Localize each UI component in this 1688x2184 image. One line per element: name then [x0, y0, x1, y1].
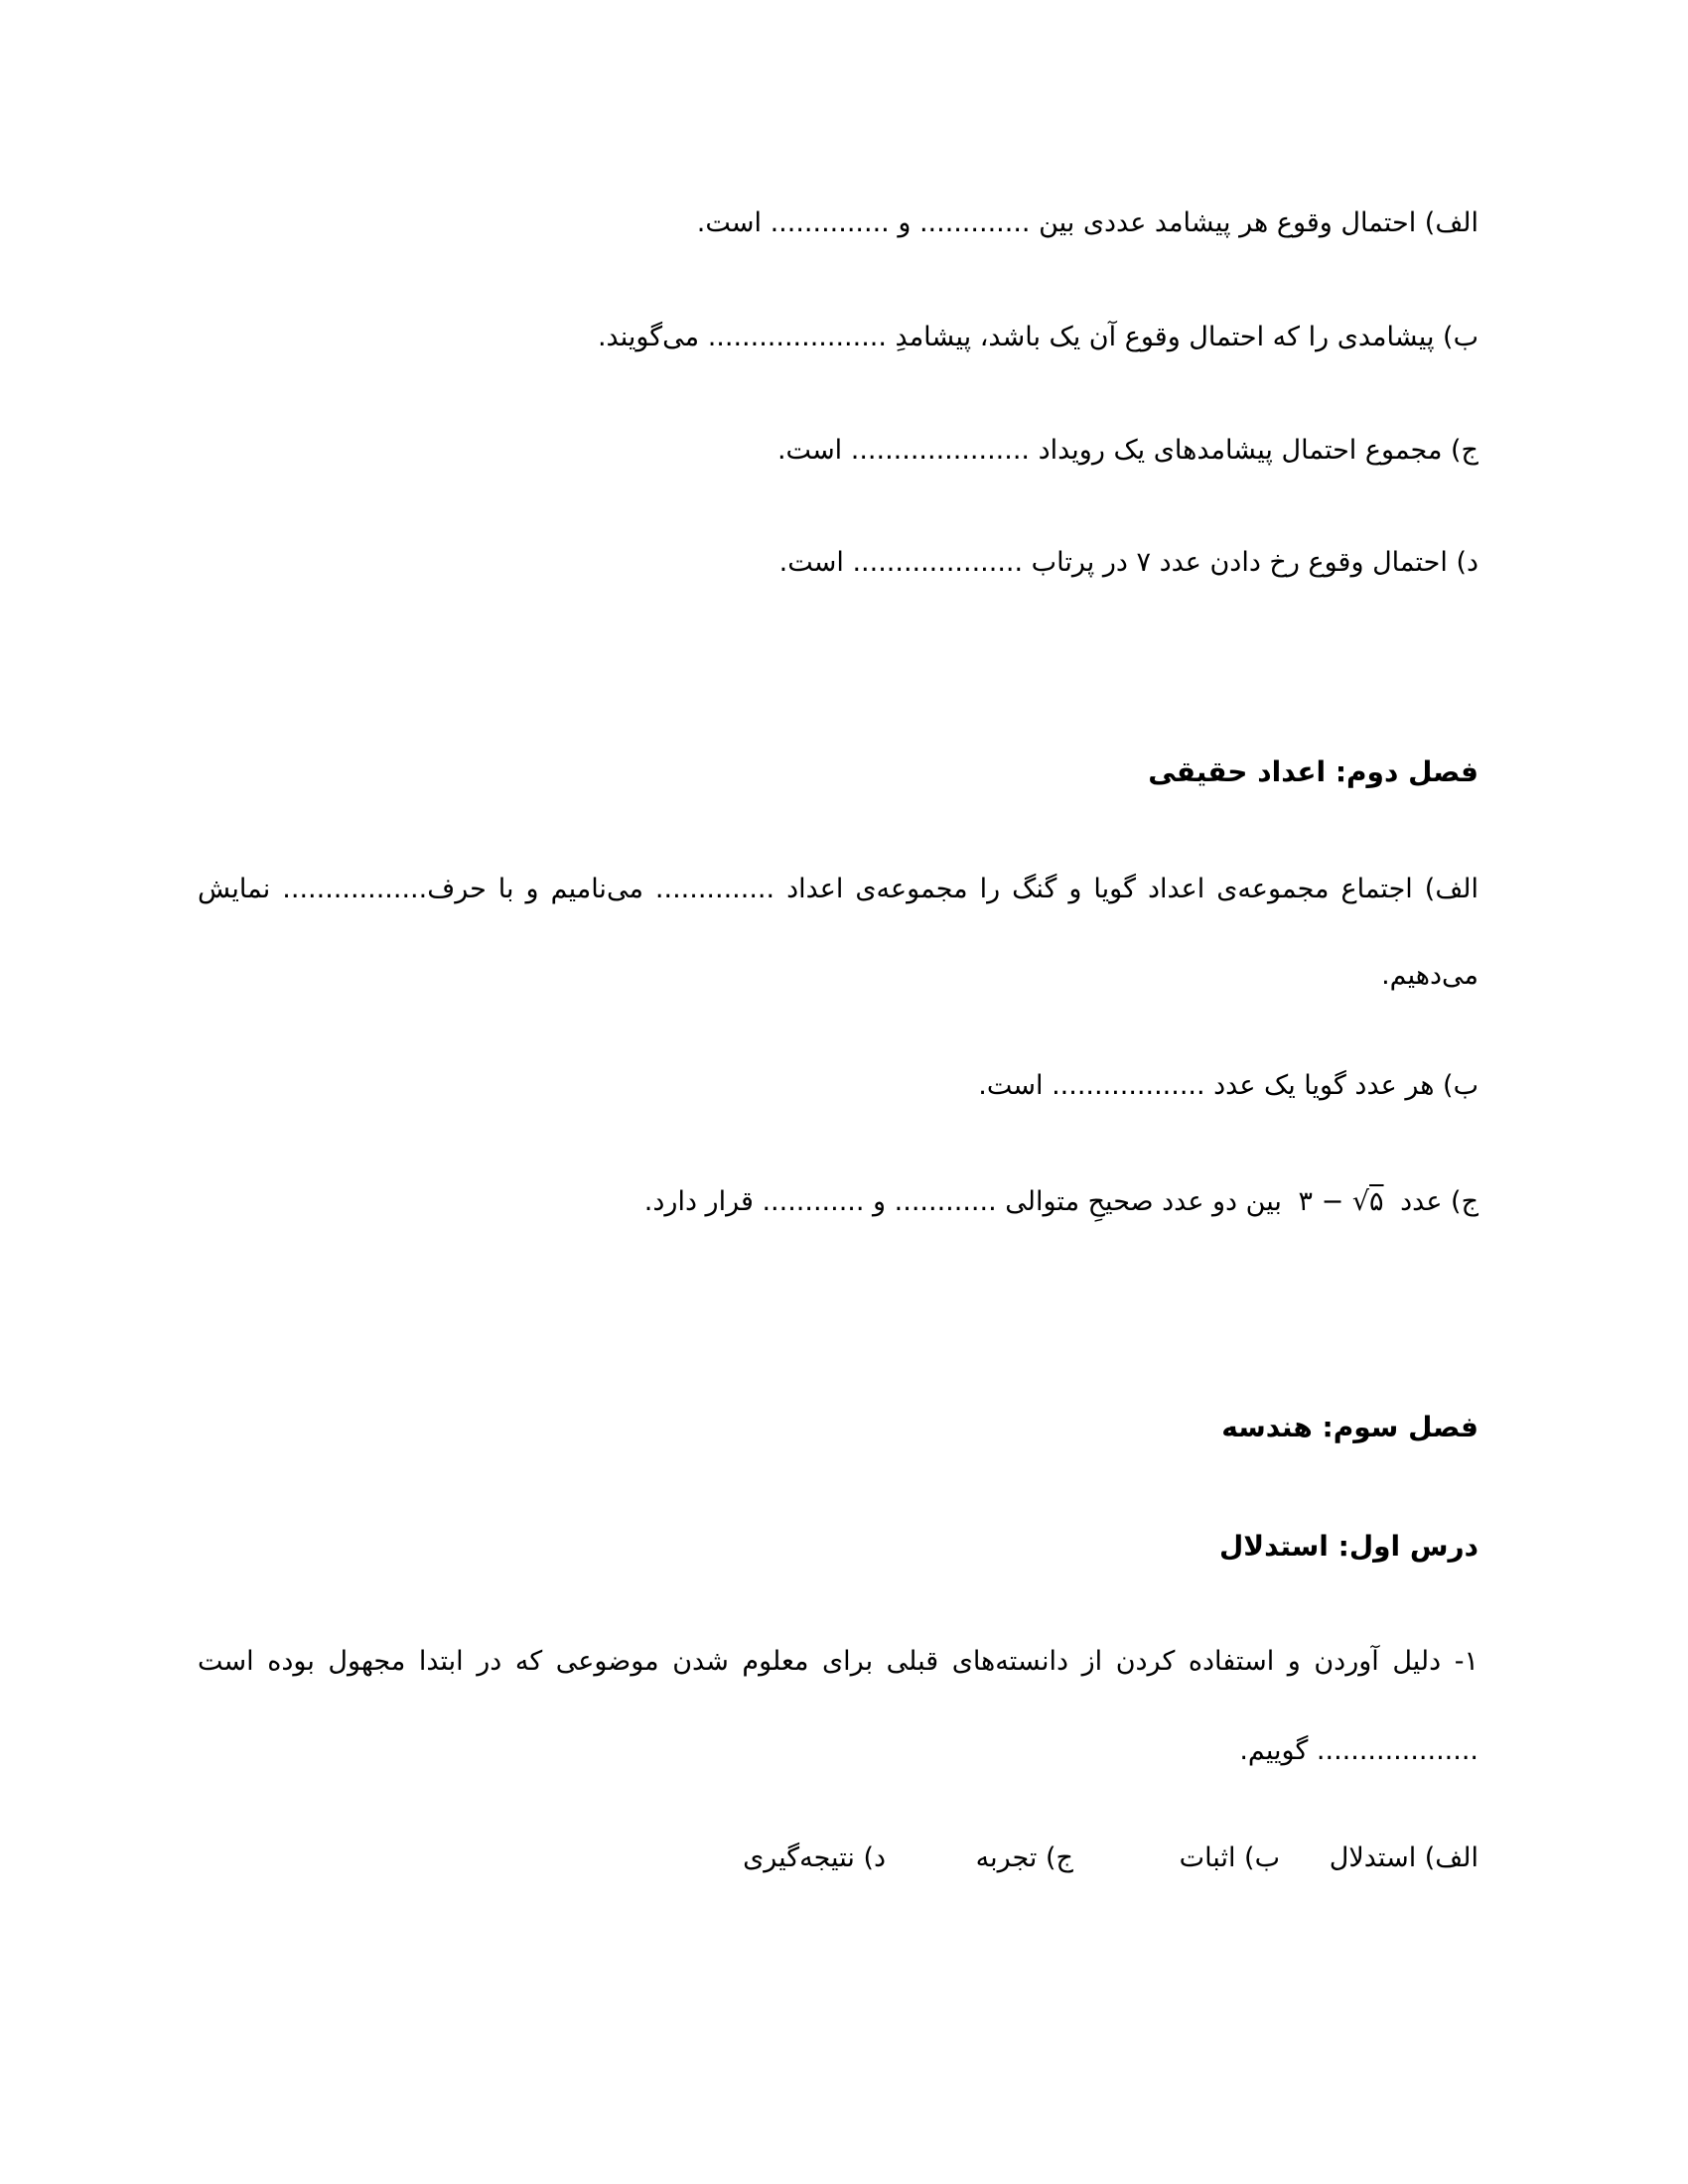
minus-sign: −: [1321, 1186, 1344, 1217]
item-c-prefix: ج) عدد: [1400, 1186, 1478, 1217]
option-b: ب) اثبات: [1179, 1843, 1280, 1873]
probability-item-a: الف) احتمال وقوع هر پیشامد عددی بین ............. و .............. است.: [696, 207, 1478, 238]
option-c: ج) تجربه: [975, 1843, 1073, 1873]
real-numbers-item-c: [644, 1180, 1478, 1224]
minuend: ۳: [1298, 1186, 1313, 1217]
lesson-title: درس اول: استدلال: [1219, 1530, 1478, 1563]
probability-item-d: د) احتمال وقوع رخ دادن عدد ۷ در پرتاب .................... است.: [778, 547, 1478, 578]
real-numbers-item-a-line2: می‌دهیم.: [1381, 960, 1478, 991]
radicand: ۵: [1369, 1186, 1384, 1217]
real-numbers-item-b: ب) هر عدد گویا یک عدد .................. است.: [978, 1070, 1478, 1101]
real-numbers-item-a-line1: الف) اجتماع مجموعه‌ی اعداد گویا و گنگ را مجموعه‌ی اعداد .............. می‌نامیم و با حرف................. نمایش: [198, 874, 1478, 904]
section2-title: فصل دوم: اعداد حقیقی: [1148, 755, 1478, 788]
question1-line1: ۱- دلیل آوردن و استفاده کردن از دانسته‌های قبلی برای معلوم شدن موضوعی که در ابتدا مجهول بوده است: [198, 1646, 1478, 1677]
option-d: د) نتیجه‌گیری: [743, 1843, 886, 1873]
probability-item-b: ب) پیشامدی را که احتمال وقوع آن یک باشد، پیشامدِ ..................... می‌گویند.: [597, 322, 1478, 352]
item-c-suffix: بین دو عدد صحیحِ متوالی ............ و ............ قرار دارد.: [643, 1186, 1282, 1217]
question1-line2: ................... گوییم.: [1239, 1735, 1478, 1766]
radical-sign: √: [1351, 1186, 1370, 1217]
option-a: الف) استدلال: [1329, 1843, 1478, 1873]
probability-item-c: ج) مجموع احتمال پیشامدهای یک رویداد ..................... است.: [776, 435, 1478, 466]
sqrt-expression: [1298, 1180, 1383, 1224]
section3-title: فصل سوم: هندسه: [1221, 1411, 1478, 1443]
